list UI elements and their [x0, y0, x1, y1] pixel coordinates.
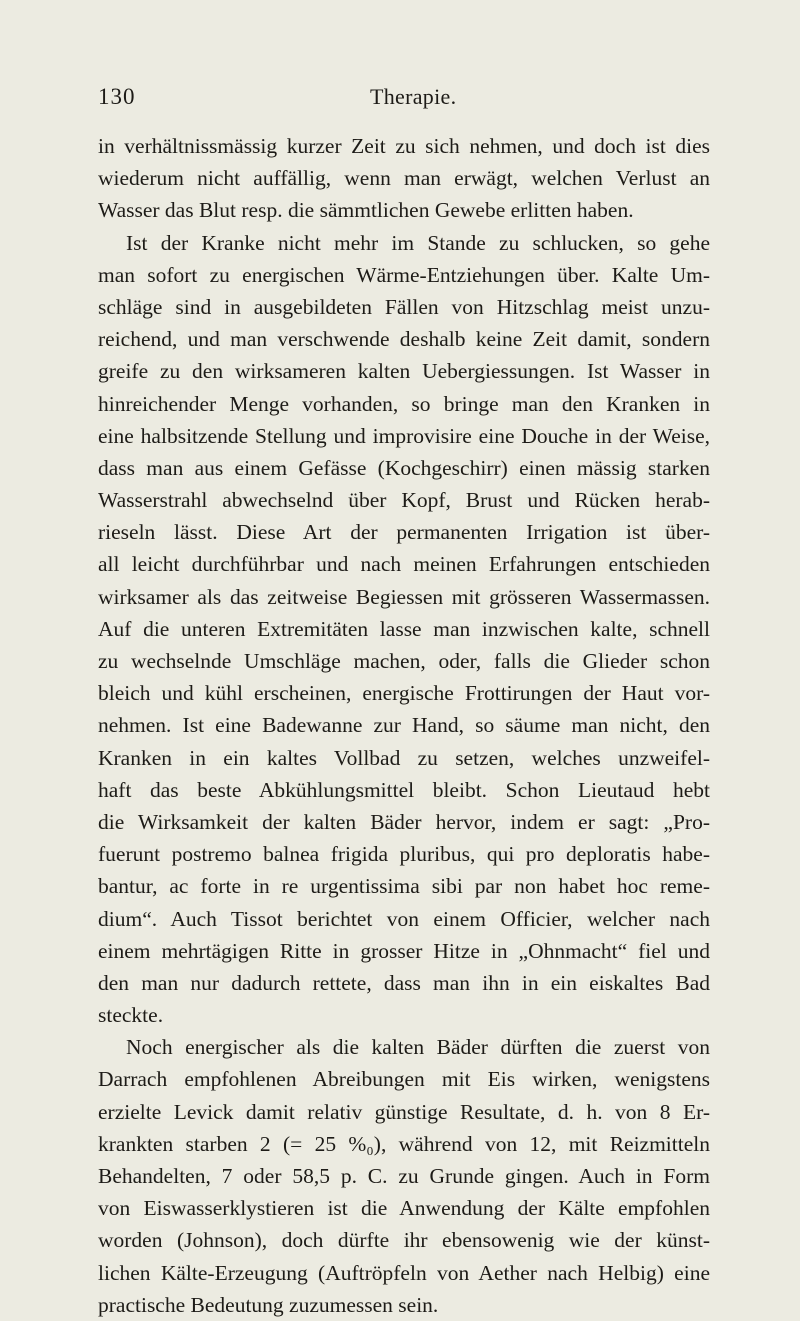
text-line: erzielte Levick damit relativ günstige Resultate, d. h. von 8 Er-: [98, 1099, 710, 1124]
text-line: Ist der Kranke nicht mehr im Stande zu schlucken, so gehe: [126, 230, 710, 255]
text-line: practische Bedeutung zuzumessen sein.: [98, 1292, 439, 1317]
text-line: hinreichender Menge vorhanden, so bringe man den Kranken in: [98, 391, 710, 416]
page-header: [0, 84, 800, 120]
running-head: Therapie.: [370, 84, 457, 109]
text-line: einem mehrtägigen Ritte in grosser Hitze in „Ohnmacht“ fiel und: [98, 938, 710, 963]
text-line: Behandelten, 7 oder 58,5 p. C. zu Grunde gingen. Auch in Form: [98, 1164, 710, 1188]
text-line: steckte.: [98, 1003, 164, 1028]
text-line: dass man aus einem Gefässe (Kochgeschirr) einen mässig starken: [98, 455, 710, 480]
text-line: Kranken in ein kaltes Vollbad zu setzen, welches unzweifel-: [98, 745, 710, 770]
text-line: bleich und kühl erscheinen, energische Frottirungen der Haut vor-: [98, 681, 710, 706]
text-line: reichend, und man verschwende deshalb keine Zeit damit, sondern: [98, 327, 710, 352]
text-line: von Eiswasserklystieren ist die Anwendung der Kälte empfohlen: [98, 1196, 710, 1221]
text-line: haft das beste Abkühlungsmittel bleibt. Schon Lieutaud hebt: [98, 777, 710, 802]
text-line: man sofort zu energischen Wärme-Entziehungen über. Kalte Um-: [98, 262, 710, 287]
text-line: lichen Kälte-Erzeugung (Auftröpfeln von Aether nach Helbig) eine: [98, 1260, 710, 1285]
text-line: in verhältnissmässig kurzer Zeit zu sich nehmen, und doch ist dies: [98, 134, 710, 158]
text-line: Wasser das Blut resp. die sämmtlichen Gewebe erlitten haben.: [98, 198, 634, 223]
text-line: dium“. Auch Tissot berichtet von einem Officier, welcher nach: [98, 906, 710, 931]
text-line: rieseln lässt. Diese Art der permanenten Irrigation ist über-: [98, 520, 710, 545]
text-line: krankten starben 2 (= 25 %₀), während von 12, mit Reizmitteln: [98, 1131, 710, 1156]
text-line: Darrach empfohlenen Abreibungen mit Eis wirken, wenigstens: [98, 1067, 710, 1092]
text-line: schläge sind in ausgebildeten Fällen von Hitzschlag meist unzu-: [98, 294, 710, 319]
text-line: Wasserstrahl abwechselnd über Kopf, Brust und Rücken herab-: [98, 488, 710, 513]
text-line: Auf die unteren Extremitäten lasse man inzwischen kalte, schnell: [98, 616, 710, 641]
text-line: fuerunt postremo balnea frigida pluribus, qui pro deploratis habe-: [98, 842, 710, 867]
text-line: wiederum nicht auffällig, wenn man erwägt, welchen Verlust an: [98, 166, 710, 191]
page-number: 130: [98, 84, 136, 109]
text-line: wirksamer als das zeitweise Begiessen mit grösseren Wassermassen.: [98, 584, 710, 609]
text-line: greife zu den wirksameren kalten Uebergiessungen. Ist Wasser in: [98, 359, 710, 384]
text-line: all leicht durchführbar und nach meinen Erfahrungen entschieden: [98, 552, 710, 577]
text-line: zu wechselnde Umschläge machen, oder, falls die Glieder schon: [98, 649, 710, 673]
text-line: bantur, ac forte in re urgentissima sibi par non habet hoc reme-: [98, 874, 710, 899]
text-line: eine halbsitzende Stellung und improvisire eine Douche in der Weise,: [98, 423, 710, 448]
text-line: Noch energischer als die kalten Bäder dürften die zuerst von: [126, 1035, 710, 1060]
text-line: nehmen. Ist eine Badewanne zur Hand, so säume man nicht, den: [98, 713, 710, 738]
text-line: worden (Johnson), doch dürfte ihr ebensowenig wie der künst-: [98, 1228, 710, 1253]
text-line: die Wirksamkeit der kalten Bäder hervor, indem er sagt: „Pro-: [98, 809, 710, 834]
text-line: den man nur dadurch rettete, dass man ihn in ein eiskaltes Bad: [98, 970, 710, 995]
body-text: [98, 130, 710, 1321]
